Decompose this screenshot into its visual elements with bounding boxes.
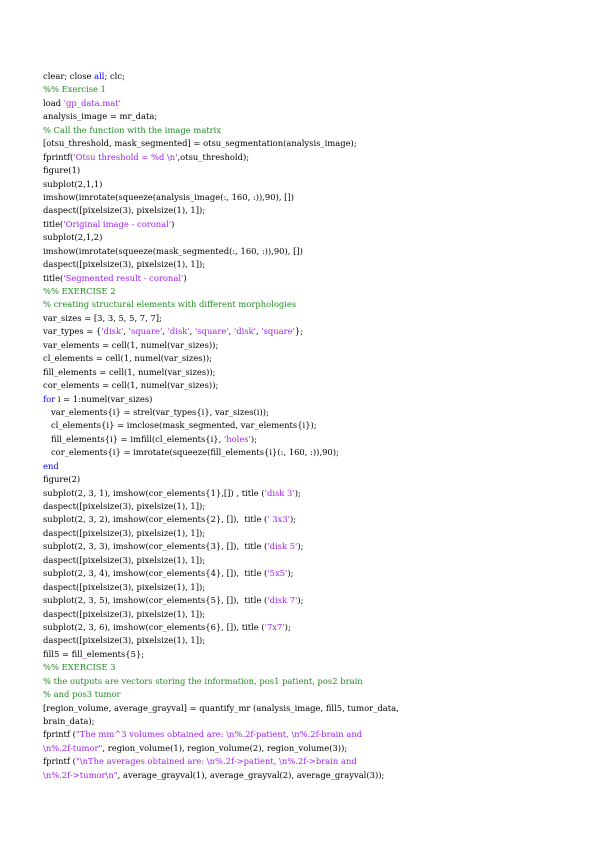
code-text: analysis_image = mr_data; <box>43 111 158 122</box>
code-line <box>43 83 563 96</box>
code-line <box>43 191 563 204</box>
code-text: subplot(2, 3, 4), imshow(cor_elements{4}, []), title ( <box>43 568 268 579</box>
code-text: ); <box>250 433 258 444</box>
code-text: imshow(imrotate(squeeze(mask_segmented(:, 160, :)),90), []) <box>43 245 303 256</box>
code-line <box>43 406 563 419</box>
code-line <box>43 728 563 741</box>
code-text: ); <box>289 514 297 525</box>
code-text: ) <box>183 272 187 283</box>
code-text: , <box>162 326 168 337</box>
code-text: , <box>228 326 234 337</box>
code-line <box>43 164 563 177</box>
code-line <box>43 648 563 661</box>
code-text: subplot(2,1,2) <box>43 232 103 243</box>
code-line <box>43 634 563 647</box>
code-text: daspect([pixelsize(3), pixelsize(1), 1]); <box>43 554 206 565</box>
code-text: daspect([pixelsize(3), pixelsize(1), 1]); <box>43 259 206 270</box>
code-line <box>43 473 563 486</box>
code-text: subplot(2, 3, 2), imshow(cor_elements{2}, []), title ( <box>43 514 268 525</box>
code-string: \n%.2f->tumor\n" <box>43 769 118 780</box>
code-text: clear; close <box>43 71 95 81</box>
code-text: ); <box>297 595 304 606</box>
code-text: figure(2) <box>43 474 81 485</box>
code-text: daspect([pixelsize(3), pixelsize(1), 1]); <box>43 501 206 511</box>
code-line <box>43 460 563 473</box>
code-text: , region_volume(1), region_volume(2), region_volume(3)); <box>102 742 348 753</box>
code-keyword: all <box>94 71 105 81</box>
code-line <box>43 500 563 513</box>
code-text: ); <box>297 541 304 552</box>
code-text: title( <box>43 272 64 283</box>
code-text: cl_elements = cell(1, numel(var_sizes)); <box>43 353 212 364</box>
code-line <box>43 70 563 83</box>
code-line <box>43 554 563 567</box>
code-string: 'Otsu threshold = %d \n' <box>73 151 178 162</box>
code-comment: % and pos3 tumor <box>43 689 121 700</box>
code-line <box>43 675 563 688</box>
code-text: fill_elements = cell(1, numel(var_sizes)); <box>43 366 216 377</box>
code-line <box>43 446 563 459</box>
code-keyword: end <box>43 460 59 471</box>
code-line <box>43 540 563 553</box>
code-line <box>43 231 563 244</box>
code-line <box>43 527 563 540</box>
code-keyword: for <box>43 393 56 404</box>
code-text: cor_elements{i} = imrotate(squeeze(fill_elements{i}(:, 160, :)),90); <box>43 447 339 458</box>
code-text: , <box>189 326 195 337</box>
code-string: 'square' <box>194 326 229 337</box>
code-line <box>43 688 563 701</box>
code-text: ); <box>287 568 294 579</box>
code-text: ) <box>171 218 175 229</box>
code-line <box>43 379 563 392</box>
code-comment: %% EXERCISE 2 <box>43 286 116 296</box>
code-text: load <box>43 97 64 108</box>
code-text: , average_grayval(1), average_grayval(2), average_grayval(3)); <box>117 769 385 780</box>
code-text: title( <box>43 218 64 229</box>
code-string: '7x7' <box>264 621 285 632</box>
code-line <box>43 218 563 231</box>
code-text: ); <box>294 487 301 498</box>
code-text: daspect([pixelsize(3), pixelsize(1), 1]); <box>43 205 206 216</box>
code-string: 'disk' <box>233 326 256 337</box>
code-string: 'holes' <box>223 433 251 444</box>
code-line <box>43 715 563 728</box>
code-line <box>43 702 563 715</box>
matlab-code-listing <box>43 70 563 782</box>
code-line <box>43 419 563 432</box>
code-line <box>43 325 563 338</box>
code-text: imshow(imrotate(squeeze(analysis_image(:, 160, :)),90), []) <box>43 191 294 202</box>
code-text: fprintf ( <box>43 756 76 767</box>
code-string: 'square' <box>261 326 295 337</box>
code-line <box>43 204 563 217</box>
code-line <box>43 769 563 782</box>
code-line <box>43 312 563 325</box>
code-string: 'square' <box>128 326 163 337</box>
code-text: subplot(2, 3, 5), imshow(cor_elements{5}, []), title ( <box>43 595 268 606</box>
code-line <box>43 151 563 164</box>
code-line <box>43 298 563 311</box>
code-text: daspect([pixelsize(3), pixelsize(1), 1]); <box>43 581 206 592</box>
code-string: \n%.2f-tumor" <box>43 742 103 753</box>
code-line <box>43 755 563 768</box>
code-string: "\nThe averages obtained are: \n%.2f->patient, \n%.2f->brain and <box>75 756 357 767</box>
code-line <box>43 513 563 526</box>
code-text: ,otsu_threshold); <box>177 151 250 162</box>
code-line <box>43 581 563 594</box>
code-line <box>43 285 563 298</box>
code-text: subplot(2, 3, 3), imshow(cor_elements{3}, []), title ( <box>43 541 268 552</box>
code-string: 'disk 5' <box>267 541 298 552</box>
code-line <box>43 339 563 352</box>
code-text: }; <box>294 326 304 337</box>
code-text: var_elements{i} = strel(var_types{i}, var_sizes(i)); <box>43 406 269 417</box>
code-text: [region_volume, average_grayval] = quantify_mr (analysis_image, fill5, tumor_data, <box>43 702 399 713</box>
code-line <box>43 245 563 258</box>
code-text: cor_elements = cell(1, numel(var_sizes)); <box>43 380 219 391</box>
code-text: , <box>123 326 129 337</box>
code-line <box>43 110 563 123</box>
code-text: fprintf( <box>43 151 74 162</box>
code-line <box>43 567 563 580</box>
code-text: subplot(2,1,1) <box>43 178 103 189</box>
code-text: subplot(2, 3, 6), imshow(cor_elements{6}, []), title ( <box>43 621 265 632</box>
code-text: , <box>255 326 262 337</box>
code-text: daspect([pixelsize(3), pixelsize(1), 1]); <box>43 608 206 619</box>
code-line <box>43 258 563 271</box>
code-line <box>43 393 563 406</box>
code-line <box>43 621 563 634</box>
code-text: fill_elements{i} = imfill(cl_elements{i}, <box>43 433 224 444</box>
code-comment: % Call the function with the image matrix <box>43 124 222 135</box>
code-line <box>43 487 563 500</box>
code-comment: %% Exercise 1 <box>43 84 106 95</box>
code-text: fprintf ( <box>43 729 76 740</box>
code-line <box>43 594 563 607</box>
code-line <box>43 137 563 150</box>
code-string: 'disk 7' <box>267 595 298 606</box>
code-text: subplot(2, 3, 1), imshow(cor_elements{1},[]) , title ( <box>43 487 265 498</box>
code-line <box>43 97 563 110</box>
code-text: cl_elements{i} = imclose(mask_segmented, var_elements{i}); <box>43 420 317 431</box>
code-text: ; clc; <box>104 71 125 81</box>
code-line <box>43 272 563 285</box>
code-string: 'disk' <box>167 326 190 337</box>
code-text: figure(1) <box>43 165 81 176</box>
code-line <box>43 433 563 446</box>
code-string: ' 3x3' <box>267 514 290 525</box>
code-line <box>43 366 563 379</box>
code-text: daspect([pixelsize(3), pixelsize(1), 1]); <box>43 527 206 538</box>
code-line <box>43 178 563 191</box>
code-text: brain_data); <box>43 716 95 726</box>
code-string: 'Segmented result - coronal' <box>63 272 184 283</box>
code-text: daspect([pixelsize(3), pixelsize(1), 1]); <box>43 635 206 646</box>
code-text: var_sizes = [3, 3, 5, 5, 7, 7]; <box>43 312 162 323</box>
code-comment: %% EXERCISE 3 <box>43 662 116 673</box>
code-string: '5x5' <box>267 568 288 579</box>
code-line <box>43 742 563 755</box>
code-text: i = 1:numel(var_sizes) <box>55 393 153 404</box>
code-text: [otsu_threshold, mask_segmented] = otsu_segmentation(analysis_image); <box>43 138 357 149</box>
code-text: fill5 = fill_elements{5}; <box>43 648 145 659</box>
code-comment: % creating structural elements with different morphologies <box>43 299 297 310</box>
code-string: "The mm^3 volumes obtained are: \n%.2f-patient, \n%.2f-brain and <box>75 729 363 740</box>
code-text: ); <box>284 621 291 632</box>
code-string: 'disk' <box>101 326 124 337</box>
code-text: var_elements = cell(1, numel(var_sizes)); <box>43 339 219 350</box>
code-comment: % the outputs are vectors storing the information, pos1 patient, pos2 brain <box>43 675 363 686</box>
code-string: 'Original image - coronal' <box>63 218 172 229</box>
code-line <box>43 352 563 365</box>
code-line <box>43 608 563 621</box>
code-string: 'disk 3' <box>264 487 295 498</box>
code-line <box>43 661 563 674</box>
code-text: var_types = { <box>43 326 102 337</box>
code-string: 'gp_data.mat' <box>63 97 121 108</box>
code-line <box>43 124 563 137</box>
